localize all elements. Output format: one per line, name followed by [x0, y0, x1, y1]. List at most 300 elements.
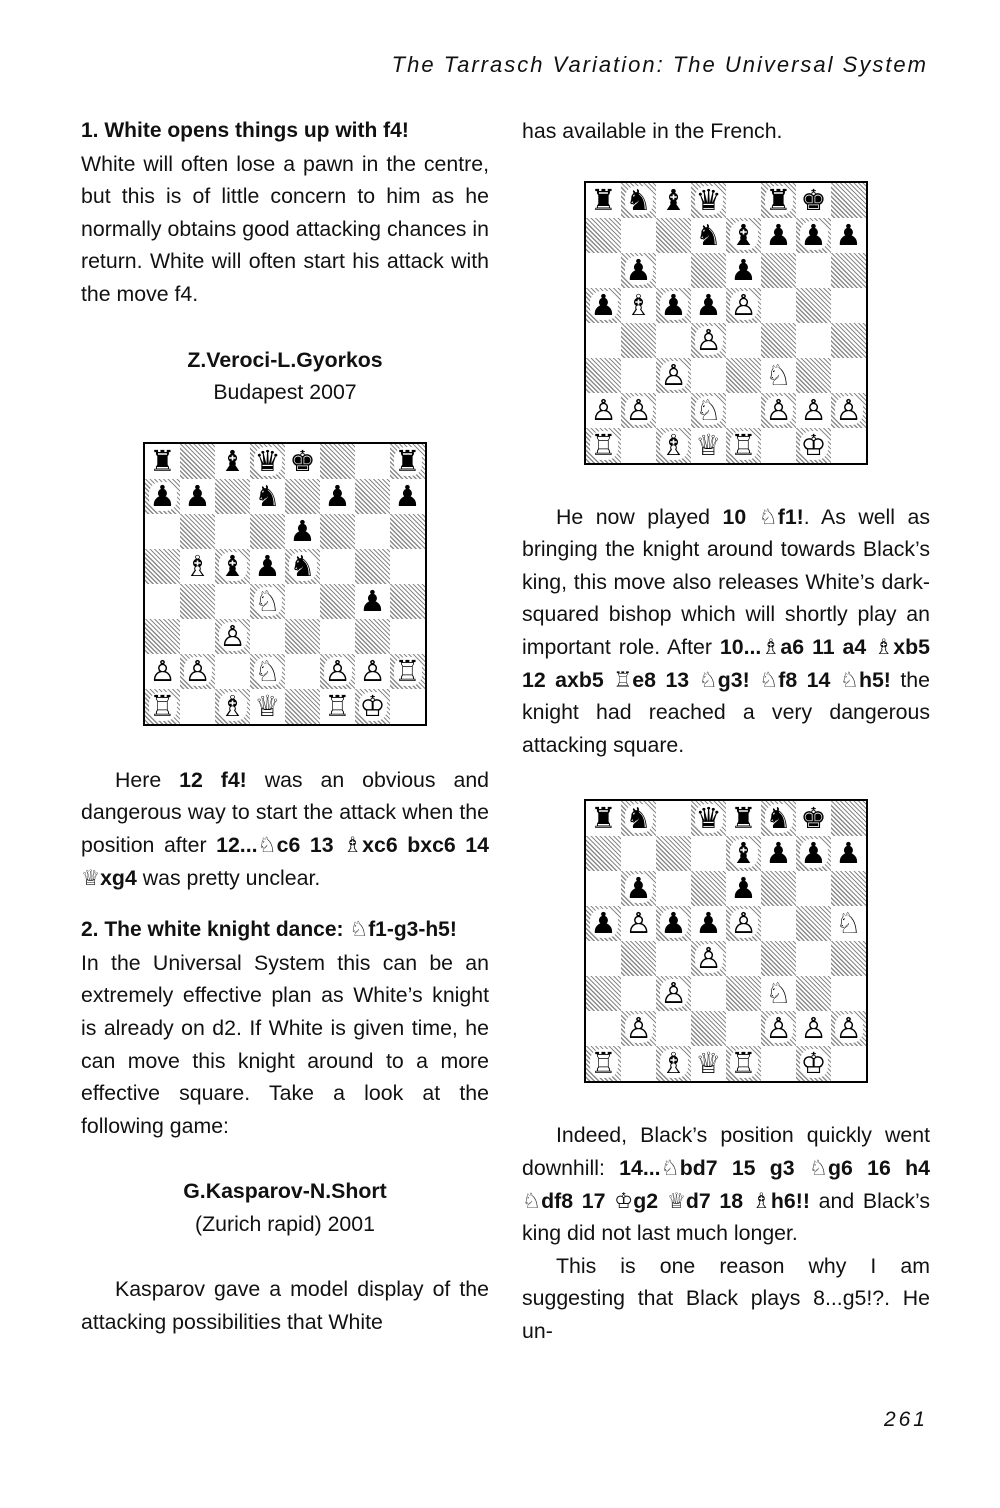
white-king-icon: ♔: [800, 427, 827, 462]
square-c7: [656, 218, 691, 253]
square-g7: [796, 836, 831, 871]
black-pawn-icon: ♟: [765, 217, 792, 252]
white-bishop-icon: ♗: [184, 548, 211, 583]
black-rook-icon: ♜: [765, 182, 792, 217]
black-knight-icon: ♞: [289, 548, 316, 583]
square-g4: [796, 323, 831, 358]
square-h7: [831, 836, 866, 871]
square-b7: [180, 479, 215, 514]
square-e1: [726, 428, 761, 463]
square-a8: [586, 801, 621, 836]
square-b5: [621, 906, 656, 941]
square-f6: [761, 253, 796, 288]
diagram-kasparov-short-2: [584, 799, 868, 1083]
black-pawn-icon: ♟: [184, 478, 211, 513]
square-g5: [796, 906, 831, 941]
square-f7: [761, 218, 796, 253]
white-rook-icon: ♖: [590, 427, 617, 462]
square-a5: [145, 549, 180, 584]
black-pawn-icon: ♟: [324, 478, 351, 513]
paragraph-reason: This is one reason why I am suggesting that Black plays 8...g5!?. He un-: [522, 1253, 930, 1343]
square-e7: [726, 836, 761, 871]
square-c2: [656, 1011, 691, 1046]
paragraph-f4-intro: White will often lose a pawn in the centre, but this is of little concern to him as he normally obtains good attacking chances in return. White will often start his attack with the move f4.: [81, 151, 489, 306]
square-b3: [621, 976, 656, 1011]
square-h5: [831, 288, 866, 323]
square-e2: [726, 393, 761, 428]
square-f4: [320, 584, 355, 619]
game-event-budapest: Budapest 2007: [213, 380, 357, 405]
white-pawn-icon: ♙: [835, 392, 862, 427]
square-d2: [691, 393, 726, 428]
black-pawn-icon: ♟: [625, 252, 652, 287]
black-pawn-icon: ♟: [289, 513, 316, 548]
square-h6: [831, 871, 866, 906]
square-h4: [390, 584, 425, 619]
square-c4: [215, 584, 250, 619]
square-e6: [285, 514, 320, 549]
square-f2: [761, 393, 796, 428]
square-g8: [355, 444, 390, 479]
black-bishop-icon: ♝: [219, 548, 246, 583]
square-f5: [320, 549, 355, 584]
square-e3: [726, 358, 761, 393]
square-g1: [796, 428, 831, 463]
square-c2: [215, 654, 250, 689]
white-knight-icon: ♘: [765, 357, 792, 392]
square-d6: [250, 514, 285, 549]
white-knight-icon: ♘: [835, 906, 862, 941]
square-a2: [586, 1011, 621, 1046]
square-f1: [761, 1046, 796, 1081]
paragraph-kasparov-display: Kasparov gave a model display of the attacking possibilities that White: [81, 1277, 489, 1335]
white-king-icon: ♔: [359, 688, 386, 723]
square-g2: [796, 1011, 831, 1046]
black-pawn-icon: ♟: [254, 548, 281, 583]
black-pawn-icon: ♟: [590, 287, 617, 322]
square-c2: [656, 393, 691, 428]
black-rook-icon: ♜: [590, 801, 617, 836]
square-d3: [250, 619, 285, 654]
square-b4: [621, 941, 656, 976]
square-a3: [586, 976, 621, 1011]
white-pawn-icon: ♙: [590, 392, 617, 427]
white-knight-icon: ♘: [695, 392, 722, 427]
square-c3: [656, 976, 691, 1011]
game-event-zurich: (Zurich rapid) 2001: [195, 1211, 375, 1236]
square-d1: [250, 689, 285, 724]
paragraph-french: has available in the French.: [522, 119, 783, 143]
black-rook-icon: ♜: [730, 801, 757, 836]
white-pawn-icon: ♙: [765, 392, 792, 427]
square-c4: [656, 323, 691, 358]
black-pawn-icon: ♟: [149, 478, 176, 513]
square-h2: [390, 654, 425, 689]
black-pawn-icon: ♟: [625, 871, 652, 906]
square-h1: [831, 1046, 866, 1081]
square-d2: [250, 654, 285, 689]
square-b1: [621, 428, 656, 463]
diagram-kasparov-short-1: [584, 181, 868, 465]
square-c6: [656, 871, 691, 906]
paragraph-universal-system: In the Universal System this can be an extremely effective plan as White’s knight is already on d2. If White is given time, he can move this knight around to a more effective square. Take a look at the following game:: [81, 950, 489, 1138]
white-pawn-icon: ♙: [359, 653, 386, 688]
square-b7: [621, 218, 656, 253]
black-pawn-icon: ♟: [394, 478, 421, 513]
square-b7: [621, 836, 656, 871]
square-a4: [145, 584, 180, 619]
square-h6: [390, 514, 425, 549]
square-g7: [355, 479, 390, 514]
square-h4: [831, 941, 866, 976]
square-e3: [726, 976, 761, 1011]
square-f3: [761, 358, 796, 393]
white-pawn-icon: ♙: [625, 906, 652, 941]
left-column: [81, 115, 489, 1339]
square-f1: [761, 428, 796, 463]
black-king-icon: ♚: [800, 182, 827, 217]
square-e2: [726, 1011, 761, 1046]
black-bishop-icon: ♝: [730, 836, 757, 871]
square-b5: [180, 549, 215, 584]
square-e5: [285, 549, 320, 584]
page-number: 261: [883, 1408, 928, 1431]
running-head: The Tarrasch Variation: The Universal System: [391, 52, 928, 77]
white-queen-icon: ♕: [695, 1046, 722, 1081]
paragraph-downhill: Indeed, Black’s position quickly went downhill: 14...♘bd7 15 g3 ♘g6 16 h4 ♘df8 17 ♔g2 ♕d7 18 ♗h6!! and Black’s king did not last much longer.: [522, 1123, 930, 1246]
square-f1: [320, 689, 355, 724]
square-e3: [285, 619, 320, 654]
white-rook-icon: ♖: [590, 1046, 617, 1081]
square-a7: [586, 836, 621, 871]
white-knight-icon: ♘: [254, 653, 281, 688]
white-rook-icon: ♖: [730, 1046, 757, 1081]
square-a3: [586, 358, 621, 393]
square-a5: [586, 906, 621, 941]
white-pawn-icon: ♙: [730, 287, 757, 322]
square-h1: [831, 428, 866, 463]
square-a5: [586, 288, 621, 323]
square-g7: [796, 218, 831, 253]
square-g4: [796, 941, 831, 976]
black-queen-icon: ♛: [254, 443, 281, 478]
square-h5: [831, 906, 866, 941]
paragraph-f4-analysis: Here 12 f4! was an obvious and dangerous way to start the attack when the position after 12...♘c6 13 ♗xc6 bxc6 14 ♕xg4 was pretty unclear.: [81, 767, 490, 890]
square-b6: [180, 514, 215, 549]
square-g8: [796, 183, 831, 218]
square-e2: [285, 654, 320, 689]
square-e7: [285, 479, 320, 514]
square-c8: [656, 183, 691, 218]
square-g1: [355, 689, 390, 724]
square-d6: [691, 253, 726, 288]
square-a1: [586, 1046, 621, 1081]
square-c1: [656, 1046, 691, 1081]
square-d8: [691, 801, 726, 836]
black-pawn-icon: ♟: [695, 287, 722, 322]
square-g2: [355, 654, 390, 689]
square-c6: [656, 253, 691, 288]
square-h6: [831, 253, 866, 288]
square-a6: [145, 514, 180, 549]
square-d3: [691, 358, 726, 393]
game-players-kasparov-short: G.Kasparov-N.Short: [183, 1179, 387, 1204]
white-pawn-icon: ♙: [695, 941, 722, 976]
paragraph-knight-f1: He now played 10 ♘f1!. As well as bringing the knight around towards Black’s king, this move also releases White’s dark-squared bishop which will shortly play an important role. After 10...♗a6 11 a4 ♗xb5 12 axb5 ♖e8 13 ♘g3! ♘f8 14 ♘h5! the knight had reached a very dangerous attacking square.: [522, 504, 930, 757]
square-e1: [285, 689, 320, 724]
square-c5: [215, 549, 250, 584]
square-h3: [390, 619, 425, 654]
square-g5: [796, 288, 831, 323]
white-rook-icon: ♖: [394, 653, 421, 688]
square-f2: [761, 1011, 796, 1046]
white-pawn-icon: ♙: [800, 392, 827, 427]
square-a6: [586, 871, 621, 906]
square-c5: [656, 906, 691, 941]
square-c8: [656, 801, 691, 836]
square-e5: [726, 906, 761, 941]
square-d7: [250, 479, 285, 514]
white-rook-icon: ♖: [324, 688, 351, 723]
square-a1: [145, 689, 180, 724]
square-a1: [586, 428, 621, 463]
black-pawn-icon: ♟: [590, 906, 617, 941]
square-d5: [691, 288, 726, 323]
square-h4: [831, 323, 866, 358]
white-pawn-icon: ♙: [800, 1011, 827, 1046]
square-a4: [586, 323, 621, 358]
square-b8: [180, 444, 215, 479]
square-f2: [320, 654, 355, 689]
square-g1: [796, 1046, 831, 1081]
square-d7: [691, 218, 726, 253]
square-f5: [761, 906, 796, 941]
square-g2: [796, 393, 831, 428]
black-king-icon: ♚: [289, 443, 316, 478]
square-b8: [621, 801, 656, 836]
square-c3: [656, 358, 691, 393]
black-rook-icon: ♜: [149, 443, 176, 478]
white-bishop-icon: ♗: [625, 287, 652, 322]
white-rook-icon: ♖: [149, 688, 176, 723]
black-pawn-icon: ♟: [660, 906, 687, 941]
square-h2: [831, 1011, 866, 1046]
white-pawn-icon: ♙: [765, 1011, 792, 1046]
square-a7: [586, 218, 621, 253]
square-f6: [320, 514, 355, 549]
square-g6: [355, 514, 390, 549]
square-g6: [796, 871, 831, 906]
black-queen-icon: ♛: [695, 801, 722, 836]
square-b2: [180, 654, 215, 689]
square-d4: [691, 323, 726, 358]
square-e4: [726, 941, 761, 976]
square-d3: [691, 976, 726, 1011]
black-pawn-icon: ♟: [359, 583, 386, 618]
square-h5: [390, 549, 425, 584]
square-a4: [586, 941, 621, 976]
square-e7: [726, 218, 761, 253]
square-a6: [586, 253, 621, 288]
square-d5: [691, 906, 726, 941]
square-d8: [691, 183, 726, 218]
square-h3: [831, 358, 866, 393]
square-h7: [831, 218, 866, 253]
square-c7: [215, 479, 250, 514]
black-pawn-icon: ♟: [800, 217, 827, 252]
square-e5: [726, 288, 761, 323]
square-g3: [796, 358, 831, 393]
section-heading-knight-dance: 2. The white knight dance: ♘f1-g3-h5!: [81, 918, 457, 942]
black-rook-icon: ♜: [394, 443, 421, 478]
square-c6: [215, 514, 250, 549]
white-knight-icon: ♘: [254, 583, 281, 618]
right-column: [522, 115, 930, 1348]
white-pawn-icon: ♙: [184, 653, 211, 688]
black-knight-icon: ♞: [254, 478, 281, 513]
square-f8: [320, 444, 355, 479]
square-a2: [145, 654, 180, 689]
white-pawn-icon: ♙: [625, 392, 652, 427]
square-b4: [621, 323, 656, 358]
square-h1: [390, 689, 425, 724]
black-rook-icon: ♜: [590, 182, 617, 217]
square-e8: [726, 801, 761, 836]
square-c1: [215, 689, 250, 724]
square-a3: [145, 619, 180, 654]
square-g8: [796, 801, 831, 836]
square-a2: [586, 393, 621, 428]
black-queen-icon: ♛: [695, 182, 722, 217]
square-g5: [355, 549, 390, 584]
square-h7: [390, 479, 425, 514]
square-c8: [215, 444, 250, 479]
square-h8: [390, 444, 425, 479]
square-b5: [621, 288, 656, 323]
white-knight-icon: ♘: [765, 976, 792, 1011]
square-a8: [145, 444, 180, 479]
black-pawn-icon: ♟: [835, 836, 862, 871]
square-g3: [796, 976, 831, 1011]
white-pawn-icon: ♙: [695, 322, 722, 357]
black-pawn-icon: ♟: [730, 871, 757, 906]
square-b6: [621, 871, 656, 906]
diagram-veroci-gyorkos: [143, 442, 427, 726]
white-queen-icon: ♕: [695, 427, 722, 462]
square-d1: [691, 1046, 726, 1081]
black-bishop-icon: ♝: [730, 217, 757, 252]
white-pawn-icon: ♙: [219, 618, 246, 653]
square-f4: [761, 941, 796, 976]
square-e8: [726, 183, 761, 218]
square-a8: [586, 183, 621, 218]
white-king-icon: ♔: [800, 1046, 827, 1081]
square-h8: [831, 801, 866, 836]
white-pawn-icon: ♙: [835, 1011, 862, 1046]
square-d1: [691, 428, 726, 463]
square-b3: [621, 358, 656, 393]
square-d8: [250, 444, 285, 479]
black-pawn-icon: ♟: [800, 836, 827, 871]
square-g6: [796, 253, 831, 288]
white-pawn-icon: ♙: [730, 906, 757, 941]
black-pawn-icon: ♟: [765, 836, 792, 871]
black-knight-icon: ♞: [695, 217, 722, 252]
square-e1: [726, 1046, 761, 1081]
square-f8: [761, 183, 796, 218]
square-f7: [320, 479, 355, 514]
square-b8: [621, 183, 656, 218]
white-pawn-icon: ♙: [660, 357, 687, 392]
black-bishop-icon: ♝: [219, 443, 246, 478]
square-e4: [285, 584, 320, 619]
white-bishop-icon: ♗: [660, 427, 687, 462]
square-e8: [285, 444, 320, 479]
white-pawn-icon: ♙: [660, 976, 687, 1011]
black-knight-icon: ♞: [625, 801, 652, 836]
white-pawn-icon: ♙: [625, 1011, 652, 1046]
square-f4: [761, 323, 796, 358]
square-b4: [180, 584, 215, 619]
game-players-veroci-gyorkos: Z.Veroci-L.Gyorkos: [187, 347, 383, 372]
square-d4: [691, 941, 726, 976]
square-a7: [145, 479, 180, 514]
black-knight-icon: ♞: [765, 801, 792, 836]
square-b2: [621, 1011, 656, 1046]
square-b6: [621, 253, 656, 288]
white-queen-icon: ♕: [254, 688, 281, 723]
square-h8: [831, 183, 866, 218]
square-f3: [320, 619, 355, 654]
square-g3: [355, 619, 390, 654]
square-c5: [656, 288, 691, 323]
square-b3: [180, 619, 215, 654]
white-bishop-icon: ♗: [660, 1046, 687, 1081]
black-bishop-icon: ♝: [660, 182, 687, 217]
square-f8: [761, 801, 796, 836]
square-b2: [621, 393, 656, 428]
black-king-icon: ♚: [800, 801, 827, 836]
square-d4: [250, 584, 285, 619]
square-b1: [621, 1046, 656, 1081]
square-d6: [691, 871, 726, 906]
square-d7: [691, 836, 726, 871]
square-f6: [761, 871, 796, 906]
white-bishop-icon: ♗: [219, 688, 246, 723]
square-g4: [355, 584, 390, 619]
black-pawn-icon: ♟: [730, 252, 757, 287]
white-pawn-icon: ♙: [324, 653, 351, 688]
square-b1: [180, 689, 215, 724]
black-pawn-icon: ♟: [660, 287, 687, 322]
square-d2: [691, 1011, 726, 1046]
section-heading-f4: 1. White opens things up with f4!: [81, 119, 409, 142]
square-e6: [726, 871, 761, 906]
square-c1: [656, 428, 691, 463]
square-h3: [831, 976, 866, 1011]
square-e4: [726, 323, 761, 358]
square-c4: [656, 941, 691, 976]
square-e6: [726, 253, 761, 288]
square-f7: [761, 836, 796, 871]
white-pawn-icon: ♙: [149, 653, 176, 688]
square-f3: [761, 976, 796, 1011]
square-d5: [250, 549, 285, 584]
square-h2: [831, 393, 866, 428]
square-c3: [215, 619, 250, 654]
black-knight-icon: ♞: [625, 182, 652, 217]
black-pawn-icon: ♟: [835, 217, 862, 252]
